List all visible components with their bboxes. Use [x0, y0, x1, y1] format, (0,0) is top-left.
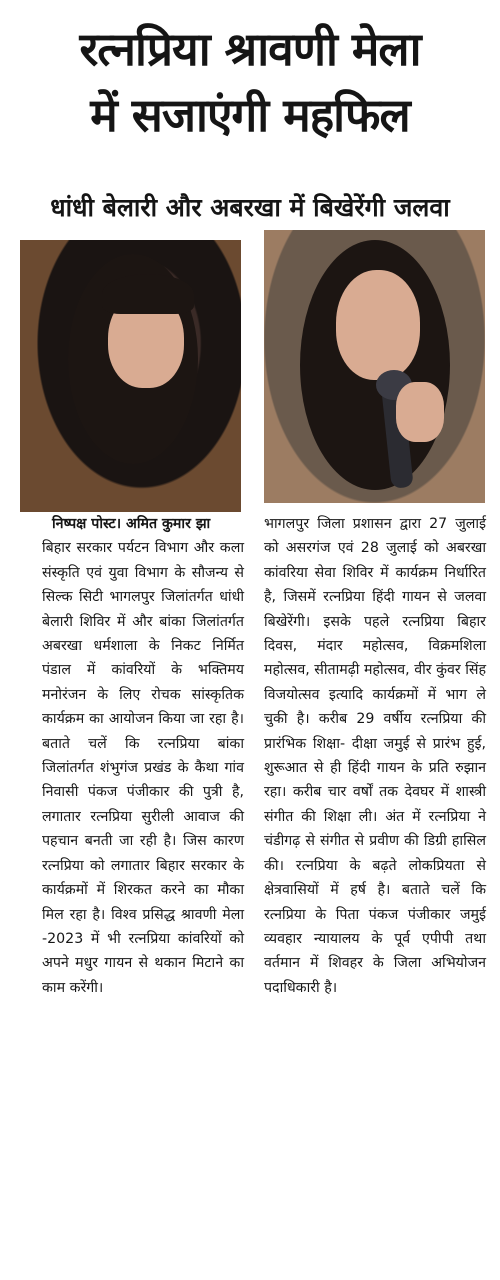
singer-performing-photo	[264, 230, 485, 503]
article-column-right	[264, 512, 486, 1000]
headline-line-1: रत्नप्रिया श्रावणी मेला	[79, 22, 421, 76]
article-column-left	[18, 512, 244, 1000]
article-text-left: बिहार सरकार पर्यटन विभाग और कला संस्कृति एवं युवा विभाग के सौजन्य से सिल्क सिटी भागलपुर जिलांतर्गत धांधी बेलारी शिविर में और बांका जिलांतर्गत अबरखा धर्मशाला के निकट निर्मित पंडाल में कांवरियों के भक्तिमय मनोरंजन के लिए रोचक सांस्कृतिक कार्यक्रम का आयोजन किया जा रहा है। बताते चलें कि रत्नप्रिया बांका जिलांतर्गत शंभुगंज प्रखंड के कैथा गांव निवासी पंकज पंजीकार की पुत्री है, लगातार रत्नप्रिया सुरीली आवाज की पहचान बनती जा रही है। जिस कारण रत्नप्रिया को लगातार बिहार सरकार के कार्यक्रमों में शिरकत करने का मौका मिल रहा है। विश्व प्रसिद्ध श्रावणी मेला -2023 में भी रत्नप्रिया कांवरियों को अपने मधुर गायन से थकान मिटाने का काम करेंगी।	[42, 540, 244, 996]
headline-line-2: में सजाएंगी महफिल	[90, 88, 410, 142]
singer-portrait-photo	[20, 240, 241, 512]
byline: निष्पक्ष पोस्ट। अमित कुमार झा	[52, 516, 211, 532]
subheading: धांधी बेलारी और अबरखा में बिखेरेंगी जलवा	[50, 193, 450, 222]
article-text-right: भागलपुर जिला प्रशासन द्वारा 27 जुलाई को असरगंज एवं 28 जुलाई को अबरखा कांवरिया सेवा शिविर में कार्यक्रम निर्धारित है, जिसमें रत्नप्रिया हिंदी गायन से जलवा बिखेरेंगी। इसके पहले रत्नप्रिया बिहार दिवस, मंदार महोत्सव, विक्रमशिला महोत्सव, सीतामढ़ी महोत्सव, वीर कुंवर सिंह विजयोत्सव इत्यादि कार्यक्रमों में भाग ले चुकी है। करीब 29 वर्षीय रत्नप्रिया की प्रारंभिक शिक्षा- दीक्षा जमुई से प्रारंभ हुई, शुरूआत से ही हिंदी गायन के प्रति रुझान रहा। करीब चार वर्षों तक देवघर में शास्त्री संगीत की शिक्षा ली। अंत में रत्नप्रिया ने चंडीगढ़ से संगीत से प्रवीण की डिग्री हासिल की। रत्नप्रिया के बढ़ते लोकप्रियता से क्षेत्रवासियों में हर्ष है। बताते चलें कि रत्नप्रिया के पिता पंकज पंजीकार जमुई व्यवहार न्यायालय के पूर्व एपीपी तथा वर्तमान में शिवहर के जिला अभियोजन पदाधिकारी है।	[264, 516, 486, 996]
